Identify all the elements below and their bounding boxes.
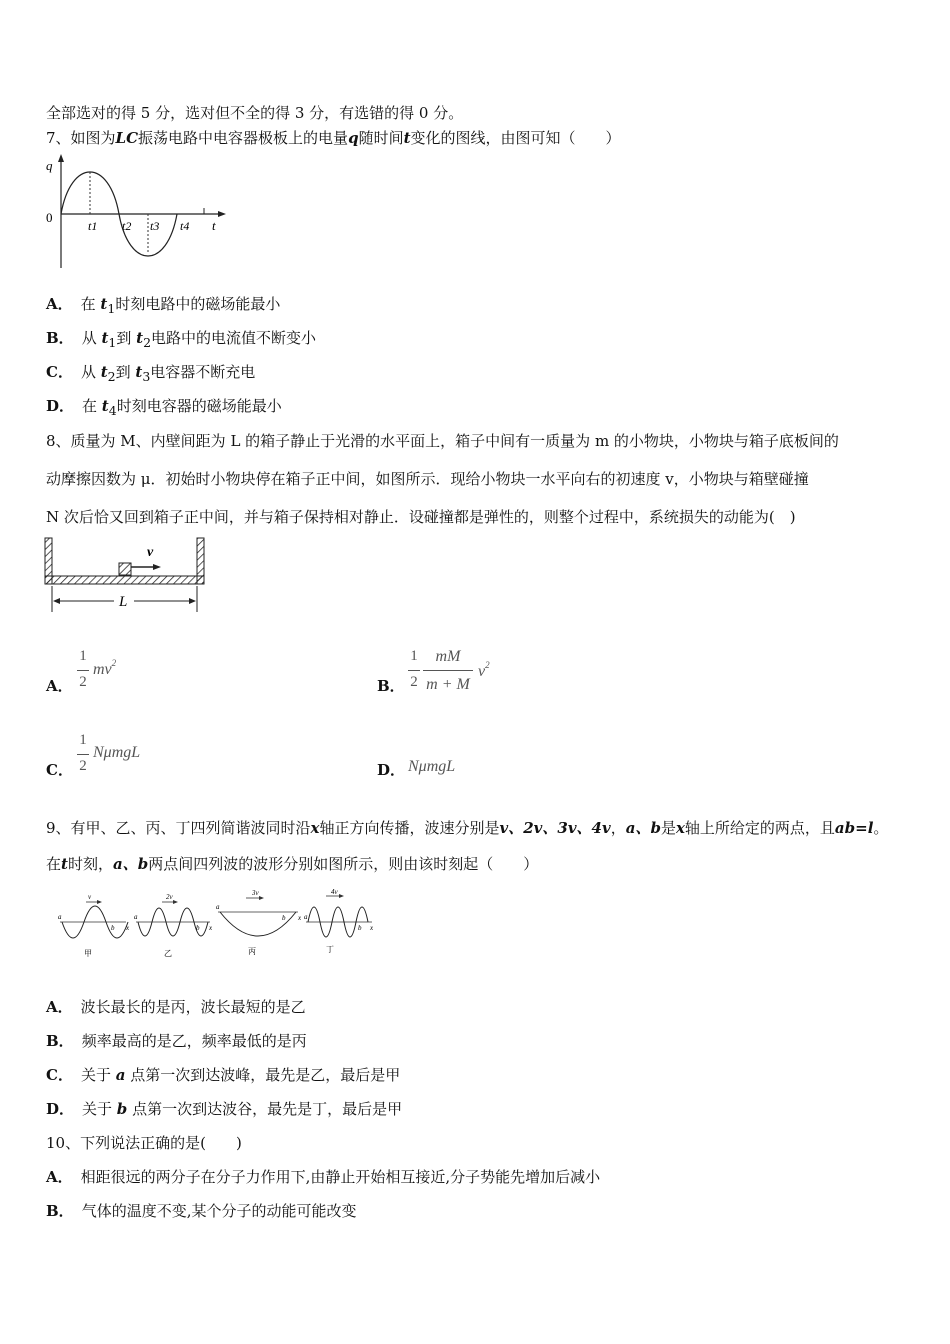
svg-text:甲: 甲 bbox=[84, 949, 92, 958]
q9-stem-line2: 在t时刻，a、b两点间四列波的波形分别如图所示，则由该时刻起（ ） bbox=[46, 855, 539, 873]
wave-bing bbox=[216, 889, 302, 956]
svg-text:b: b bbox=[111, 924, 115, 932]
q8-option-b-numerator: mM bbox=[435, 648, 461, 665]
q9-stem-line1: 9、有甲、乙、丙、丁四列简谐波同时沿x轴正方向传播，波速分别是v、2v、3v、4v，a、b是x轴上所给定的两点，且ab=l。 bbox=[46, 819, 889, 837]
q8-option-b-fraction-bar bbox=[423, 670, 473, 671]
q9-option-d[interactable]: D． 关于 b 点第一次到达波谷，最先是丁，最后是甲 bbox=[46, 1100, 403, 1118]
tick-label-t1: t1 bbox=[88, 219, 98, 233]
q9-wave-figure bbox=[56, 888, 386, 960]
tick-label-t4: t4 bbox=[180, 219, 190, 233]
q7-stem: 7、如图为LC振荡电路中电容器极板上的电量q随时间t变化的图线，由图可知（ ） bbox=[46, 129, 621, 147]
q8-option-c[interactable]: C． bbox=[46, 761, 73, 779]
axis-label-t: t bbox=[212, 218, 216, 233]
q8-stem-line2: 动摩擦因数为 μ．初始时小物块停在箱子正中间，如图所示．现给小物块一水平向右的初速度 v，小物块与箱壁碰撞 bbox=[46, 470, 809, 488]
svg-text:4v: 4v bbox=[331, 888, 338, 896]
origin-label: 0 bbox=[46, 210, 53, 225]
q9-option-a[interactable]: A． 波长最长的是丙，波长最短的是乙 bbox=[46, 998, 306, 1016]
svg-text:b: b bbox=[196, 924, 200, 932]
q8-option-b-expr: $v^2$ bbox=[478, 660, 490, 680]
q7-option-b[interactable]: B． 从 $t_1$到 $t_2$电路中的电流值不断变小 bbox=[46, 329, 317, 350]
wave-ding bbox=[304, 888, 374, 954]
wave-yi bbox=[134, 893, 213, 958]
q10-option-b[interactable]: B． 气体的温度不变,某个分子的动能可能改变 bbox=[46, 1202, 357, 1220]
svg-text:v: v bbox=[88, 893, 92, 901]
q8-option-c-expr: NμmgL bbox=[93, 744, 141, 761]
svg-text:x: x bbox=[126, 924, 130, 932]
tick-label-t2: t2 bbox=[122, 219, 132, 233]
svg-text:a: a bbox=[58, 913, 62, 921]
svg-text:丙: 丙 bbox=[248, 947, 256, 956]
axis-label-q: q bbox=[46, 158, 53, 173]
svg-text:L: L bbox=[119, 594, 128, 610]
q10-option-a[interactable]: A． 相距很远的两分子在分子力作用下,由静止开始相互接近,分子势能先增加后减小 bbox=[46, 1168, 601, 1186]
q8-option-a[interactable]: A． bbox=[46, 677, 73, 695]
scoring-note: 全部选对的得 5 分，选对但不全的得 3 分，有选错的得 0 分。 bbox=[46, 104, 464, 122]
q7-option-c[interactable]: C． 从 $t_2$到 $t_3$电容器不断充电 bbox=[46, 363, 256, 384]
q8-option-d-expr: NμmgL bbox=[408, 758, 456, 775]
q8-option-b[interactable]: B． bbox=[377, 677, 405, 695]
q8-option-b-denominator: m + M bbox=[426, 676, 470, 693]
small-block bbox=[119, 563, 131, 575]
svg-text:x: x bbox=[209, 924, 213, 932]
q7-option-a[interactable]: A． 在 $t_1$时刻电路中的磁场能最小 bbox=[46, 295, 281, 316]
svg-text:2v: 2v bbox=[166, 893, 173, 901]
q8-stem-line1: 8、质量为 M、内壁间距为 L 的箱子静止于光滑的水平面上，箱子中间有一质量为 m 的小物块，小物块与箱子底板间的 bbox=[46, 432, 839, 450]
tick-label-t3: t3 bbox=[150, 219, 160, 233]
svg-text:b: b bbox=[358, 924, 362, 932]
q9-option-c[interactable]: C． 关于 a 点第一次到达波峰，最先是乙，最后是甲 bbox=[46, 1066, 401, 1084]
svg-text:x: x bbox=[370, 924, 374, 932]
q10-stem: 10、下列说法正确的是( ) bbox=[46, 1134, 242, 1152]
svg-text:丁: 丁 bbox=[326, 945, 334, 954]
q9-option-b[interactable]: B． 频率最高的是乙，频率最低的是丙 bbox=[46, 1032, 307, 1050]
wave-jia bbox=[58, 893, 130, 958]
svg-text:3v: 3v bbox=[252, 889, 259, 897]
svg-text:a: a bbox=[134, 913, 138, 921]
q8-stem-line3: N 次后恰又回到箱子正中间，并与箱子保持相对静止．设碰撞都是弹性的，则整个过程中，系统损失的动能为( ) bbox=[46, 508, 796, 526]
q8-option-a-expr: $mv^2$ bbox=[93, 658, 117, 678]
svg-text:a: a bbox=[216, 903, 220, 911]
svg-text:x: x bbox=[298, 914, 302, 922]
q7-option-d[interactable]: D． 在 $t_4$时刻电容器的磁场能最小 bbox=[46, 397, 282, 418]
q8-option-d[interactable]: D． bbox=[377, 761, 406, 779]
q8-box-figure bbox=[44, 536, 214, 618]
svg-text:b: b bbox=[282, 914, 286, 922]
q7-lc-graph bbox=[40, 152, 230, 272]
svg-text:v: v bbox=[147, 545, 154, 560]
svg-text:乙: 乙 bbox=[164, 949, 172, 958]
svg-text:a: a bbox=[304, 913, 308, 921]
